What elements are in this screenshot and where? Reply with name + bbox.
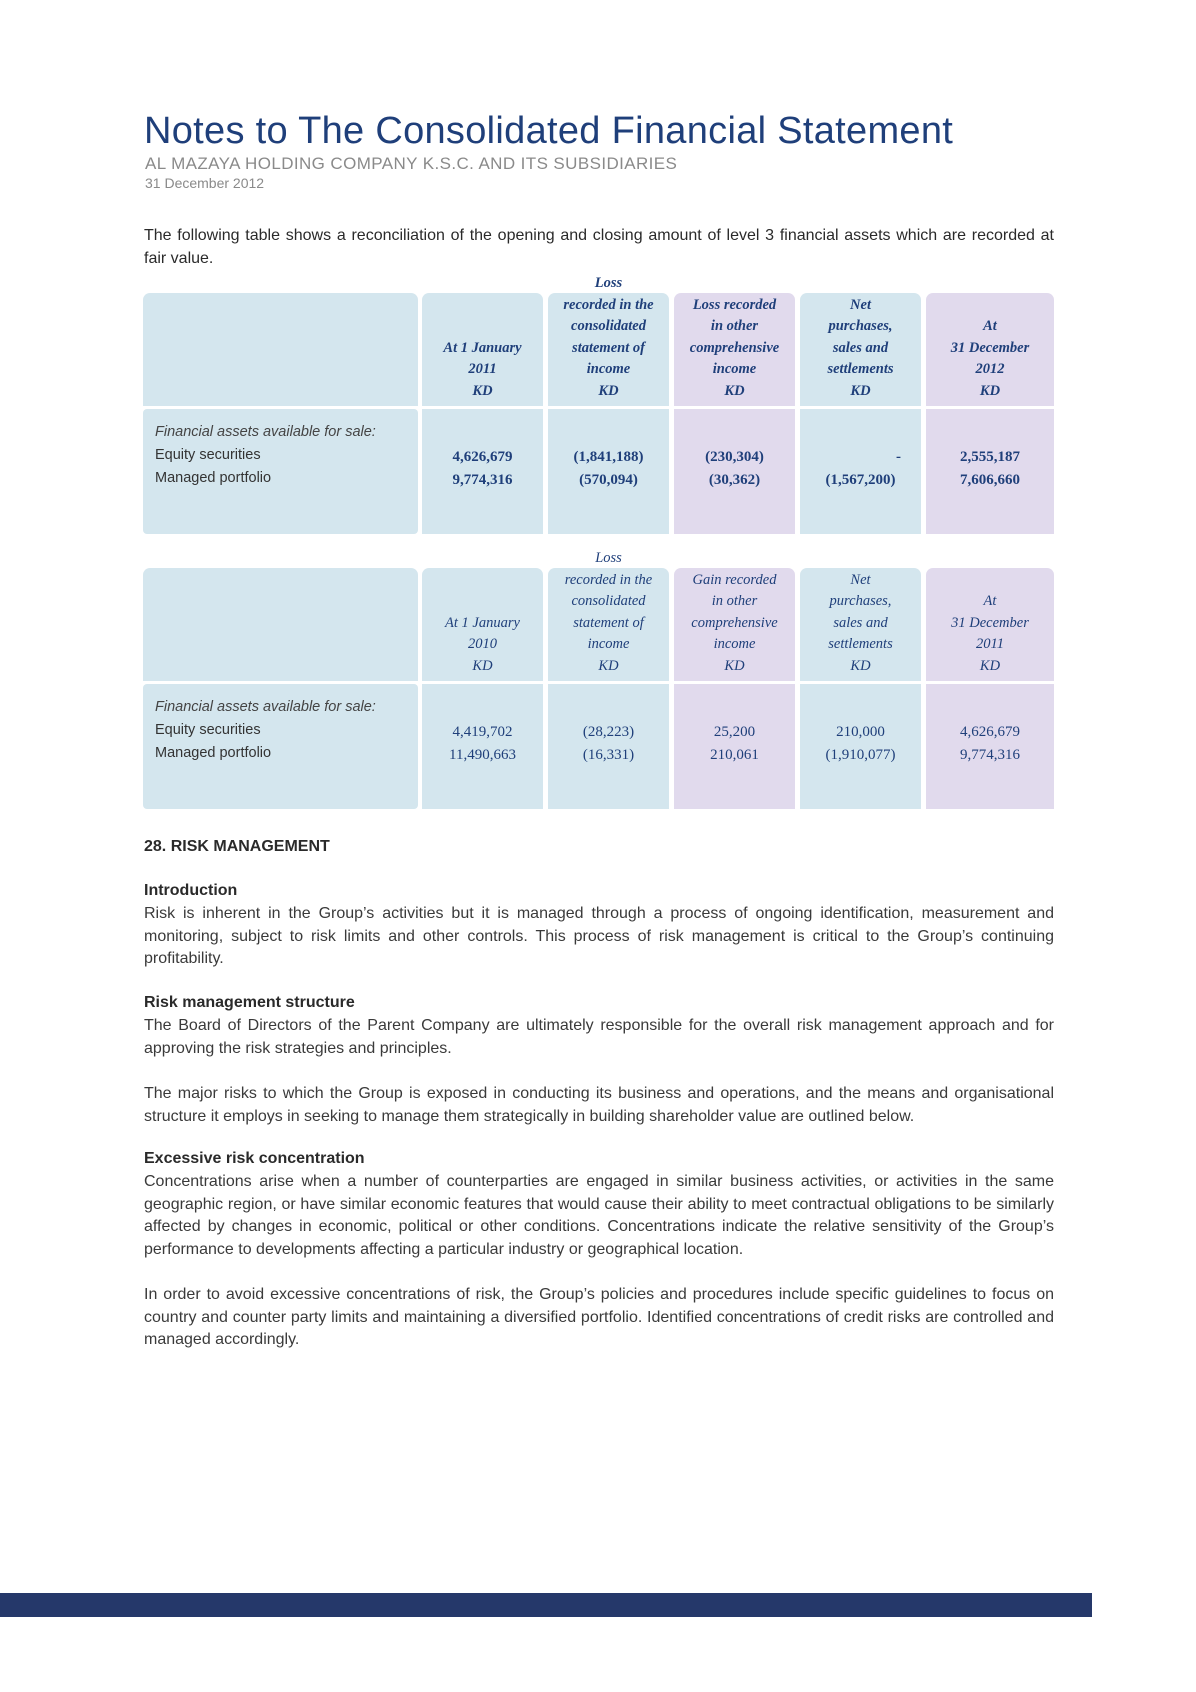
header-col-4: Net purchases, sales and settlements KD — [800, 293, 921, 406]
table-cell: 25,200 — [713, 724, 756, 740]
paragraph-introduction: Risk is inherent in the Group’s activities but it is managed through a process of ongoing identification, measurement and monitoring, subject to risk limits and other controls. This process of risk management is critical to the Group’s continuing profitability. — [144, 905, 1054, 967]
data-col-4 — [800, 684, 921, 809]
table-cell: 4,626,679 — [960, 724, 1020, 740]
table-cell: (1,567,200) — [825, 472, 896, 488]
section-label: Financial assets available for sale: — [155, 699, 376, 715]
header-col-2: Loss recorded in the consolidated statement of income KD — [548, 568, 669, 681]
header-col-5: At 31 December 2012 KD — [926, 293, 1054, 406]
row-label-managed: Managed portfolio — [155, 470, 272, 486]
table-cell: (1,910,077) — [825, 747, 896, 763]
header-col-2: Loss recorded in the consolidated statement of income KD — [548, 293, 669, 406]
header-col-5: At 31 December 2011 KD — [926, 568, 1054, 681]
table-cell: (28,223) — [582, 724, 635, 740]
header-col-4: Net purchases, sales and settlements KD — [800, 568, 921, 681]
data-col-1 — [422, 409, 543, 534]
table-cell: 9,774,316 — [452, 472, 513, 488]
table-cell: (16,331) — [582, 747, 635, 763]
table-cell: 11,490,663 — [449, 747, 516, 763]
table-cell: (230,304) — [705, 449, 764, 465]
table-label-header — [143, 293, 418, 406]
data-col-5 — [926, 409, 1054, 534]
table-cell: 210,061 — [710, 747, 759, 763]
table-cell: (1,841,188) — [573, 449, 644, 465]
paragraph-avoid-concentration: In order to avoid excessive concentrations of risk, the Group’s policies and procedures include specific guidelines to focus on country and counter party limits and maintaining a diversified portfolio. Identified concentrations of credit risks are controlled and managed accordingly. — [144, 1286, 1054, 1348]
subheading-risk-structure: Risk management structure — [144, 994, 355, 1011]
reconciliation-table-2012 — [143, 275, 1054, 534]
paragraph-risk-concentration: Concentrations arise when a number of counterparties are engaged in similar business activities, or activities in the same geographic region, or have similar economic features that would cause their ability to meet contractual obligations to be similarly affected by changes in economic, political or other conditions. Concentrations indicate the relative sensitivity of the Group’s performance to developments affecting a particular industry or geographical location. — [144, 1173, 1054, 1258]
statement-date: 31 December 2012 — [145, 175, 265, 191]
table-cell: 4,626,679 — [452, 449, 513, 465]
data-col-3 — [674, 409, 795, 534]
table-cell: - — [896, 449, 901, 465]
reconciliation-table-2011 — [143, 550, 1054, 809]
intro-paragraph: The following table shows a reconciliation of the opening and closing amount of level 3 financial assets which are recorded at fair value. — [144, 227, 1054, 267]
section-heading-risk-management: 28. RISK MANAGEMENT — [144, 838, 330, 855]
company-name: AL MAZAYA HOLDING COMPANY K.S.C. AND ITS SUBSIDIARIES — [145, 154, 678, 173]
data-col-2 — [548, 684, 669, 809]
data-col-4 — [800, 409, 921, 534]
data-col-2 — [548, 409, 669, 534]
row-label-equity: Equity securities — [155, 722, 261, 738]
table-label-body — [143, 684, 418, 809]
table-cell: 9,774,316 — [960, 747, 1020, 763]
paragraph-risk-structure: The Board of Directors of the Parent Company are ultimately responsible for the overall risk management approach and for approving the risk strategies and principles. — [144, 1017, 1054, 1057]
subheading-risk-concentration: Excessive risk concentration — [144, 1150, 365, 1167]
page-title: Notes to The Consolidated Financial Statement — [144, 110, 954, 152]
subheading-introduction: Introduction — [144, 882, 238, 899]
data-col-3 — [674, 684, 795, 809]
header-col-1: At 1 January 2011 KD — [422, 293, 543, 406]
table-cell: (30,362) — [708, 472, 761, 488]
table-label-header — [143, 568, 418, 681]
table-cell: 2,555,187 — [960, 449, 1020, 465]
header-col-1: At 1 January 2010 KD — [422, 568, 543, 681]
row-label-equity: Equity securities — [155, 447, 261, 463]
table-cell: 7,606,660 — [960, 472, 1020, 488]
data-col-5 — [926, 684, 1054, 809]
paragraph-major-risks: The major risks to which the Group is exposed in conducting its business and operations, and the means and organisational structure it employs in seeking to manage them strategically in building shareholder value are outlined below. — [144, 1085, 1054, 1125]
data-col-1 — [422, 684, 543, 809]
table-cell: (570,094) — [579, 472, 638, 488]
footer-bar — [0, 1593, 1092, 1617]
header-col-3: Loss recorded in other comprehensive income KD — [674, 293, 795, 406]
section-label: Financial assets available for sale: — [155, 424, 376, 440]
header-col-3: Gain recorded in other comprehensive income KD — [674, 568, 795, 681]
table-cell: 210,000 — [836, 724, 885, 740]
table-label-body — [143, 409, 418, 534]
table-cell: 4,419,702 — [452, 724, 513, 740]
row-label-managed: Managed portfolio — [155, 745, 272, 761]
